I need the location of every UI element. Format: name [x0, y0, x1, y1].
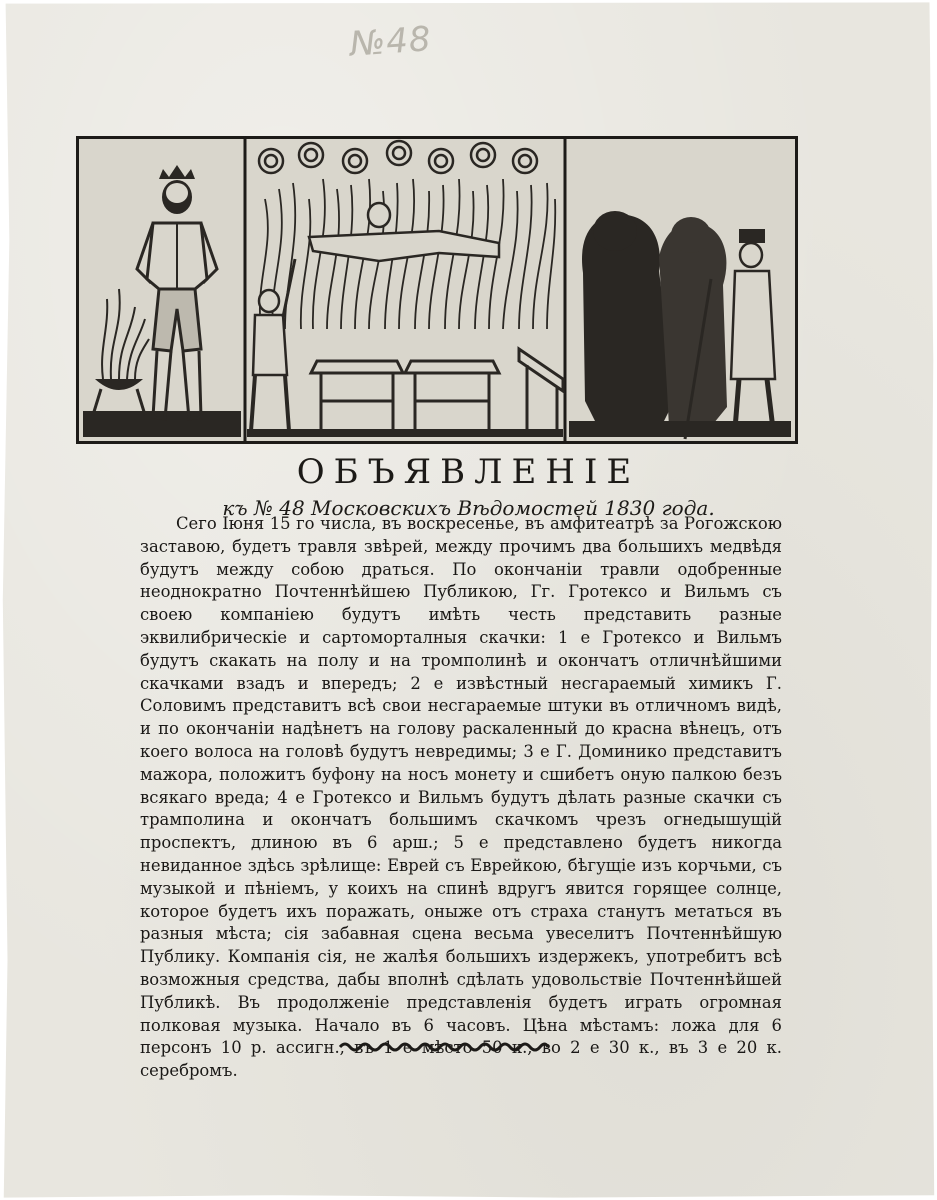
woodcut-svg [79, 139, 795, 441]
announcement-subtitle: къ № 48 Московскихъ Вѣдомостей 1830 года. [222, 496, 715, 520]
handwritten-mark: №48 [348, 19, 433, 65]
decorative-wave-rule [338, 1040, 550, 1054]
announcement-body: Сего Iюня 15 го числа, въ воскресенье, въ амфитеатрѣ за Рогожскою заставою, будетъ травля звѣрей, между прочимъ два большихъ медвѣдя будутъ между собою драться. По окончанiи травли одобренные неоднократно Почтеннѣйшею Публикою, Гг. Гротексо и Вильмъ съ своею компанiею будутъ имѣть честь представить разные эквилибрическiе и сартоморталныя скачки: 1 е Гротексо и Вильмъ будутъ скакать на полу и на тромполинѣ и окончатъ отличнѣйшими скачками взадъ и впередъ; 2 е извѣстный несгараемый химикъ Г. Соловимъ представитъ всѣ свои несгараемые штуки въ отличномъ видѣ, и по окончанiи надѣнетъ на голову раскаленный до красна вѣнецъ, отъ коего волоса на головѣ будутъ невредимы; 3 е Г. Доминико представитъ мажора, положитъ буфону на носъ монету и сшибетъ оную палкою безъ всякаго вреда; 4 е Гротексо и Вильмъ будутъ дѣлать разные скачки съ трамполина и окончатъ большимъ скачкомъ чрезъ огнедышущiй проспектъ, длиною въ 6 арш.; 5 е представлено будетъ никогда невиданное здѣсь зрѣлище: Еврей съ Еврейкою, бѣгущiе изъ корчьми, съ музыкой и пѣнiемъ, у коихъ на спинѣ вдругъ явится горящее солнце, которое будетъ ихъ поражать, оныже отъ страха станутъ метаться въ разныя мѣста; сiя забавная сцена весьма увеселитъ Почтеннѣйшую Публику. Компанiя сiя, не жалѣя большихъ издержекъ, употребитъ всѣ возможныя средства, дабы вполнѣ сдѣлать удовольствiе Почтеннѣйшей Публикѣ. Въ продолженiе представленiя будетъ играть огромная полковая музыка. Начало въ 6 часовъ. Цѣна мѣстамъ: ложа для 6 персонъ 10 р. ассигн., въ 1 е мѣсто 50 к., во 2 е 30 к., въ 3 е 20 к. серебромъ. [140, 514, 782, 1081]
announcement-title: ОБЪЯВЛЕНIЕ [296, 452, 641, 492]
woodcut-illustration [76, 136, 798, 444]
